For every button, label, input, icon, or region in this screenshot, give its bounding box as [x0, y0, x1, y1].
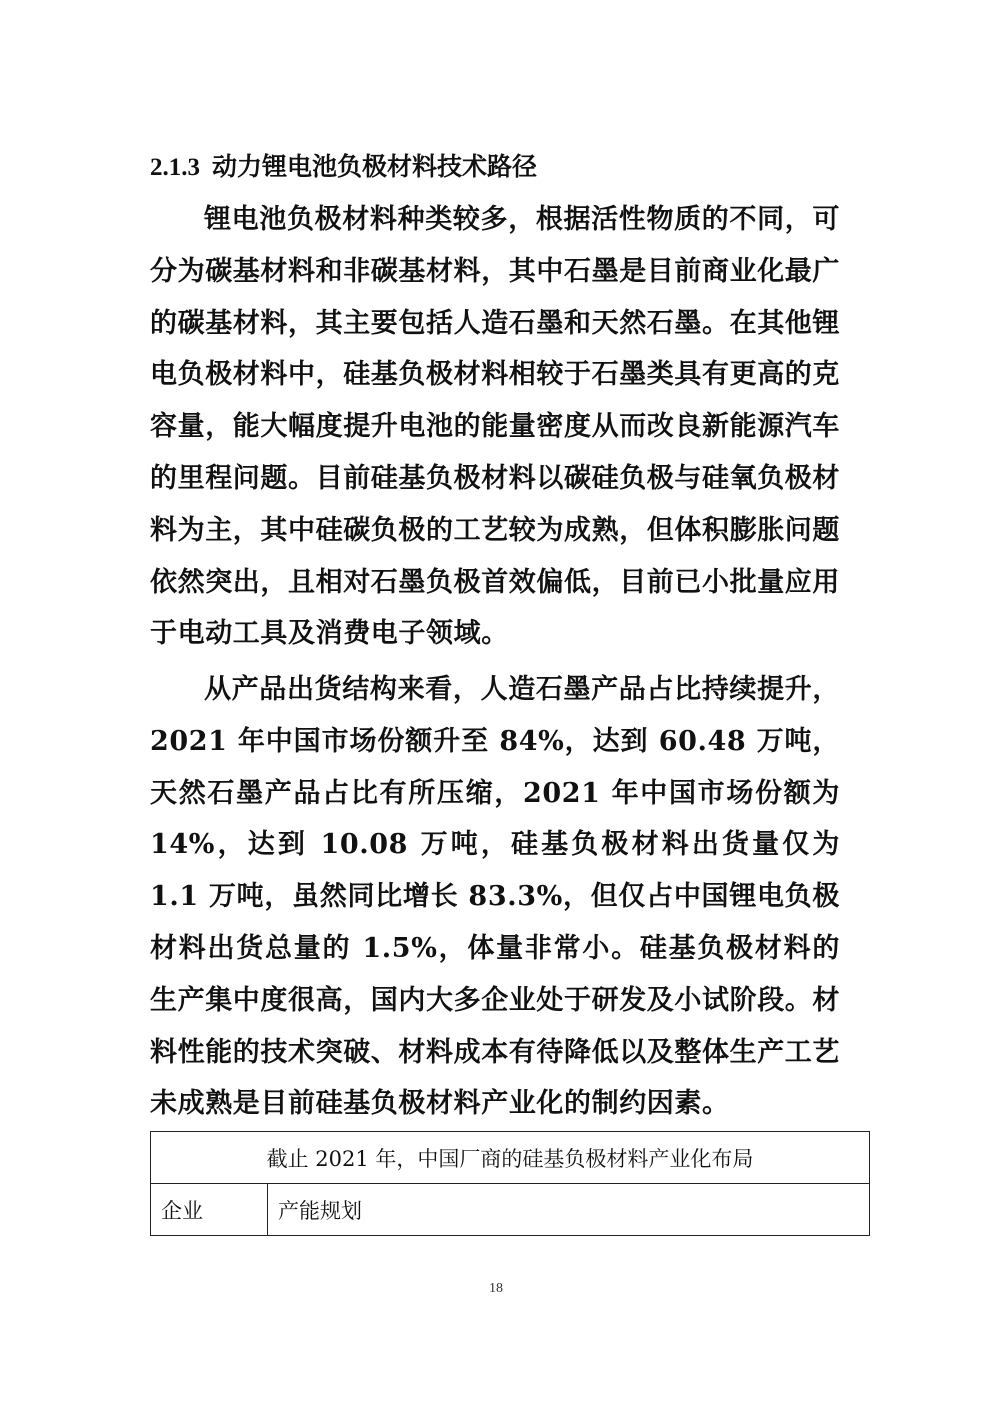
body-paragraph-1: 锂电池负极材料种类较多，根据活性物质的不同，可分为碳基材料和非碳基材料，其中石墨是目前商业化最广的碳基材料，其主要包括人造石墨和天然石墨。在其他锂电负极材料中，硅基负极材料相较于石墨类具有更高的克容量，能大幅度提升电池的能量密度从而改良新能源汽车的里程问题。目前硅基负极材料以碳硅负极与硅氧负极材料为主，其中硅碳负极的工艺较为成熟，但体积膨胀问题依然突出，且相对石墨负极首效偏低，目前已小批量应用于电动工具及消费电子领域。 — [150, 204, 840, 650]
section-title: 动力锂电池负极材料技术路径 — [212, 151, 538, 181]
table-header-company: 企业 — [151, 1184, 268, 1236]
section-heading — [150, 147, 537, 188]
body-paragraph-2: 从产品出货结构来看，人造石墨产品占比持续提升，2021 年中国市场份额升至 84%，达到 60.48 万吨，天然石墨产品占比有所压缩，2021 年中国市场份额为 14%，达到 10.08 万吨，硅基负极材料出货量仅为 1.1 万吨，虽然同比增长 83.3%，但仅占中国锂电负极材料出货总量的 1.5%，体量非常小。硅基负极材料的生产集中度很高，国内大多企业处于研发及小试阶段。材料性能的技术突破、材料成本有待降低以及整体生产工艺未成熟是目前硅基负极材料产业化的制约因素。 — [150, 674, 840, 1120]
table-caption: 截止 2021 年，中国厂商的硅基负极材料产业化布局 — [151, 1132, 870, 1184]
section-number: 2.1.3 — [150, 153, 200, 181]
page-number: 18 — [489, 1281, 503, 1296]
table-header-row — [151, 1184, 870, 1236]
table-header-capacity: 产能规划 — [268, 1184, 870, 1236]
table-caption-row — [151, 1132, 870, 1184]
industrialization-table — [150, 1131, 870, 1236]
